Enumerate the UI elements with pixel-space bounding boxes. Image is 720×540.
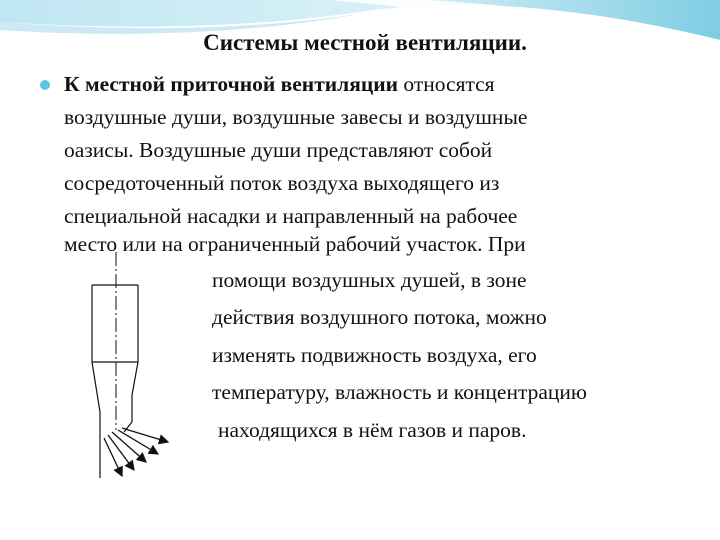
text-line-4: сосредоточенный поток воздуха выходящего из bbox=[64, 171, 500, 195]
slide-title: Системы местной вентиляции. bbox=[203, 30, 527, 55]
text-line-3: оазисы. Воздушные души представляют собой bbox=[64, 138, 493, 162]
text-line-1 bbox=[64, 68, 495, 101]
text-line-9: изменять подвижность воздуха, его bbox=[212, 343, 537, 367]
airflow-arrows bbox=[104, 428, 168, 476]
text-line-6: место или на ограниченный рабочий участок. При bbox=[64, 232, 526, 256]
text-line-10: температуру, влажность и концентрацию bbox=[212, 380, 587, 404]
text-line-2: воздушные души, воздушные завесы и воздушные bbox=[64, 105, 528, 129]
bullet-icon bbox=[40, 80, 50, 90]
text-line-1-rest: относятся bbox=[398, 72, 495, 96]
text-line-8: действия воздушного потока, можно bbox=[212, 305, 547, 329]
air-shower-nozzle-diagram bbox=[80, 252, 180, 482]
bold-phrase: К местной приточной вентиляции bbox=[64, 72, 398, 96]
text-line-5: специальной насадки и направленный на рабочее bbox=[64, 204, 518, 228]
text-line-7: помощи воздушных душей, в зоне bbox=[212, 268, 527, 292]
text-line-11: находящихся в нём газов и паров. bbox=[218, 418, 527, 442]
